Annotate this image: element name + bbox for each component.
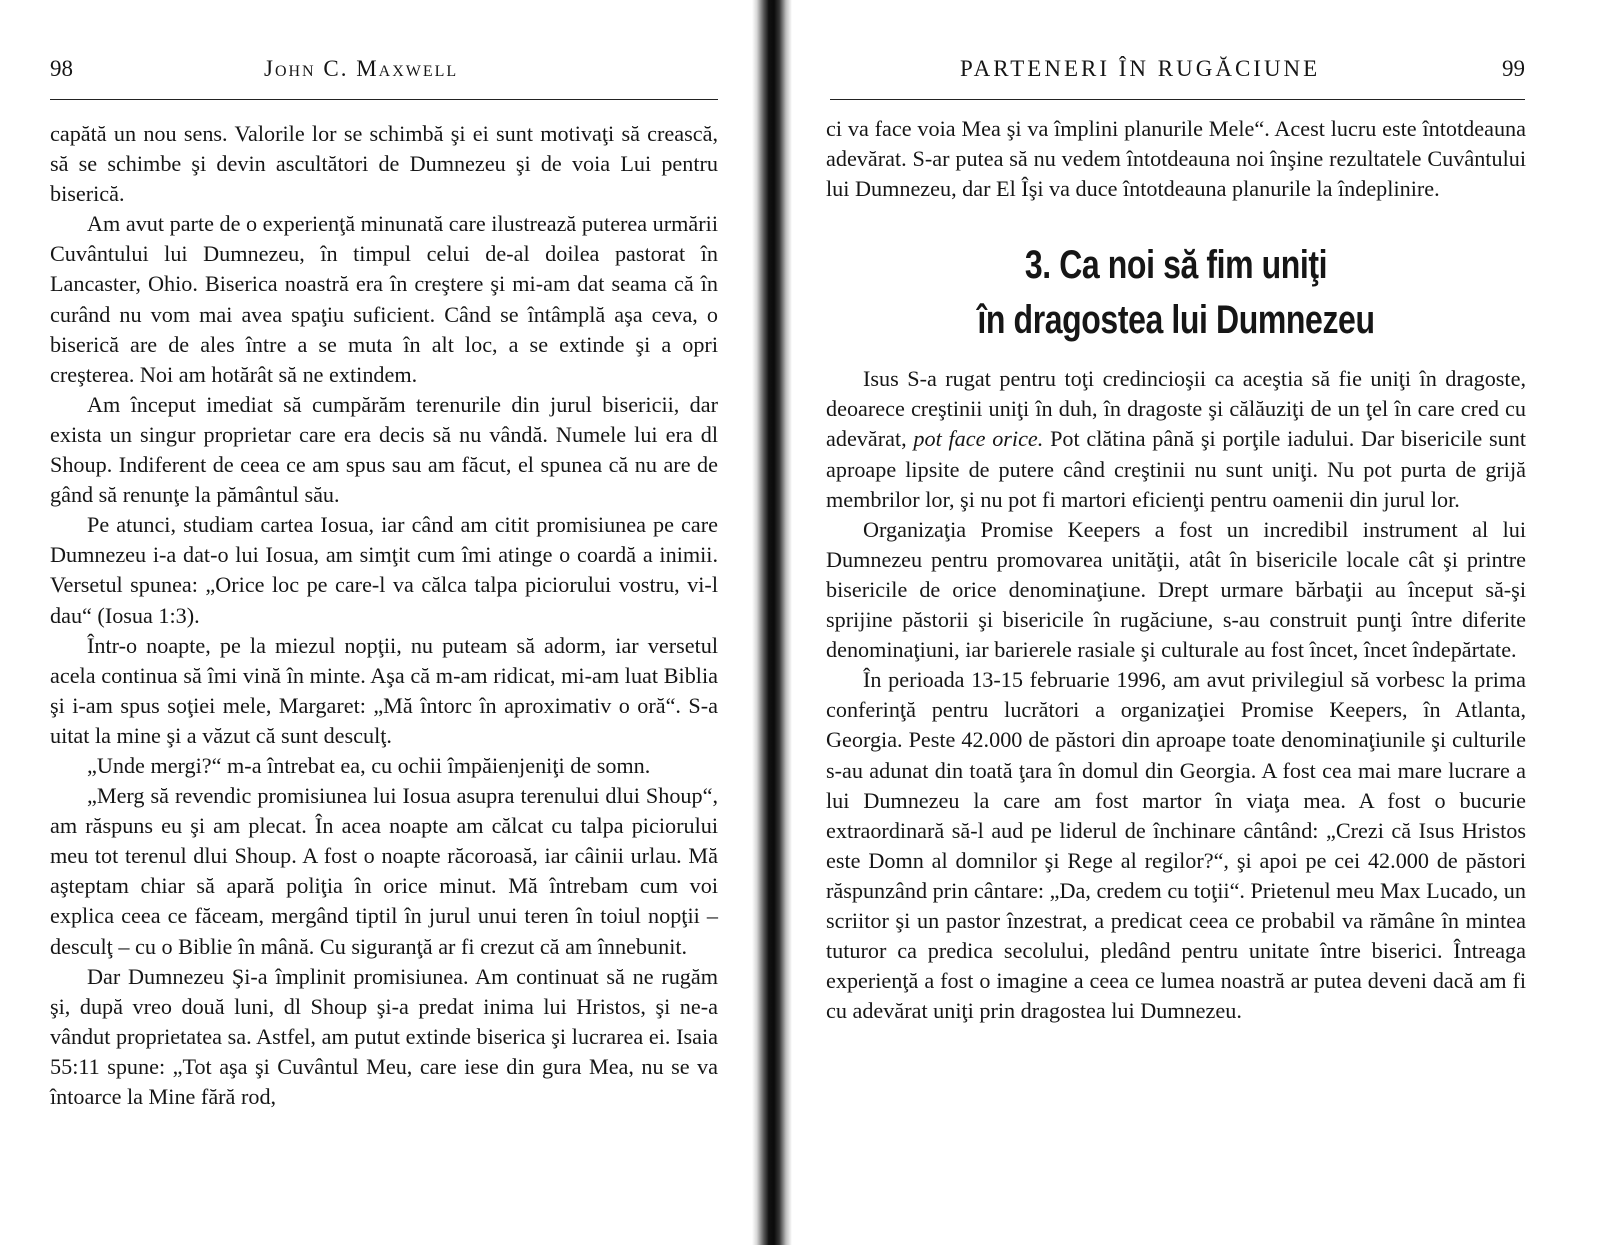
paragraph: Dar Dumnezeu Şi-a împlinit promisiunea. Am continuat să ne rugăm şi, după vreo două luni, dl Shoup şi-a predat inima lui Hristos, şi ne-a vândut proprietatea sa. Astfel, am putut extinde biserica şi lucrarea ei. Isaia 55:11 spune: „Tot aşa şi Cuvântul Meu, care iese din gura Mea, nu se va întoarce la Mine fără rod,: [50, 963, 718, 1109]
section-heading-line: 3. Ca noi să fim uniţi: [1024, 243, 1328, 288]
left-page-body: [50, 119, 718, 1112]
paragraph: [826, 364, 1526, 514]
paragraph: capătă un nou sens. Valorile lor se schimbă şi ei sunt motivaţi să crească, să se schimbe şi devin ascultători de Dumnezeu şi de voia Lui pentru biserică.: [50, 121, 718, 207]
section-heading-line: în dragostea lui Dumnezeu: [977, 298, 1375, 343]
paragraph: Pe atunci, studiam cartea Iosua, iar când am citit promisiunea pe care Dumnezeu i-a dat-o lui Iosua, am simţit cum îmi atinge o coardă a inimii. Versetul spunea: „Orice loc pe care-l va călca talpa piciorului vostru, vi-l dau“ (Iosua 1:3).: [50, 512, 718, 628]
right-page: [790, 0, 1600, 1245]
header-rule: [50, 99, 718, 100]
right-page-body: [826, 114, 1526, 1026]
running-head-book-title: PARTENERI ÎN RUGĂCIUNE: [960, 56, 1321, 81]
paragraph: Am avut parte de o experienţă minunată care ilustrează puterea urmării Cuvântului lui Dumnezeu, în timpul celui de-al doilea pastorat în Lancaster, Ohio. Biserica noastră era în creştere şi mi-am dat seama că în curând nu vom mai avea spaţiu suficient. Când se întâmplă aşa ceva, o biserică are de ales între a se muta în alt loc, a se extinde şi a opri creşterea. Noi am hotărât să ne extindem.: [50, 211, 718, 387]
header-rule: [830, 99, 1525, 100]
book-spine-gutter: [752, 0, 792, 1245]
text-run: Isus S-a rugat pentru toţi credincioşii ca aceştia să fie uniţi în dragoste, deoarece creştinii uniţi în duh, în dragoste şi călăuziţi de un ţel în care cred cu adevărat,: [826, 366, 1526, 452]
paragraph: În perioada 13-15 februarie 1996, am avut privilegiul să vorbesc la prima conferinţă pentru lucrători a organizaţiei Promise Keepers, în Atlanta, Georgia. Peste 42.000 de păstori din aproape toate denominaţiunile şi culturile s-au adunat din toată ţara în domul din Georgia. A fost cea mai mare lucrare a lui Dumnezeu la care am fost martor în viaţa mea. A fost o bucurie extraordinară să-l aud pe liderul de închinare cântând: „Crezi că Isus Hristos este Domn al domnilor şi Rege al regilor?“, şi apoi pe cei 42.000 de păstori răspunzând prin cântare: „Da, credem cu toţii“. Prietenul meu Max Lucado, un scriitor şi un pastor înzestrat, a predicat ceea ce probabil va rămâne în mintea tuturor ca predica secolului, pledând pentru unitate între biserici. Întreaga experienţă a fost o imagine a ceea ce lumea noastră ar putea deveni dacă am fi cu adevărat uniţi prin dragostea lui Dumnezeu.: [826, 667, 1526, 1024]
left-page: [0, 0, 758, 1245]
paragraph: Într-o noapte, pe la miezul nopţii, nu puteam să adorm, iar versetul acela continua să îmi vină în minte. Aşa că m-am ridicat, mi-am luat Biblia şi i-am spus soţiei mele, Margaret: „Mă întorc în aproximativ o oră“. S-a uitat la mine şi a văzut că sunt desculţ.: [50, 632, 718, 748]
paragraph: Organizaţia Promise Keepers a fost un incredibil instrument al lui Dumnezeu pentru promovarea unităţii, atât în bisericile locale cât şi printre bisericile de orice denominaţiune. Drept urmare bărbaţii au început să-şi sprijine păstorii şi bisericile în rugăciune, s-au construit punţi între diferite denominaţiuni, iar barierele rasiale şi culturale au fost încet, încet îndepărtate.: [826, 516, 1526, 663]
paragraph: „Merg să revendic promisiunea lui Iosua asupra terenului dlui Shoup“, am răspuns eu şi am plecat. În acea noapte am călcat cu talpa piciorului meu tot terenul dlui Shoup. A fost o noapte răcoroasă, iar câinii urlau. Mă aşteptam chiar să apară poliţia în orice minut. Mă întrebam cum voi explica ceea ce făceam, mergând tiptil în jurul unui teren în toiul nopţii – desculţ – cu o Biblie în mână. Cu siguranţă ar fi crezut că am înnebunit.: [50, 783, 718, 959]
page-number: 98: [50, 56, 73, 81]
running-head-author: John C. Maxwell: [264, 56, 459, 81]
right-page-header: [830, 56, 1525, 90]
left-page-header: [50, 56, 718, 90]
section-heading: [896, 238, 1456, 348]
emphasized-text: pot face orice.: [913, 426, 1044, 452]
page-number: 99: [1502, 56, 1525, 81]
paragraph: „Unde mergi?“ m-a întrebat ea, cu ochii împăienjeniţi de somn.: [87, 752, 651, 778]
paragraph: Am început imediat să cumpărăm terenurile din jurul bisericii, dar exista un singur proprietar care era decis să nu vândă. Numele lui era dl Shoup. Indiferent de ceea ce am spus sau am făcut, el spunea că nu are de gând să renunţe la pământul său.: [50, 391, 718, 508]
text-run: Pot clătina până şi porţile iadului. Dar bisericile sunt aproape lipsite de putere când creştinii nu sunt uniţi. Nu pot purta de grijă membrilor lor, şi nu pot fi martori eficienţi pentru oamenii din jurul lor.: [826, 426, 1527, 512]
paragraph: ci va face voia Mea şi va împlini planurile Mele“. Acest lucru este întotdeauna adevărat. S-ar putea să nu vedem întotdeauna noi înşine rezultatele Cuvântului lui Dumnezeu, dar El Îşi va duce întotdeauna planurile la îndeplinire.: [826, 116, 1526, 202]
